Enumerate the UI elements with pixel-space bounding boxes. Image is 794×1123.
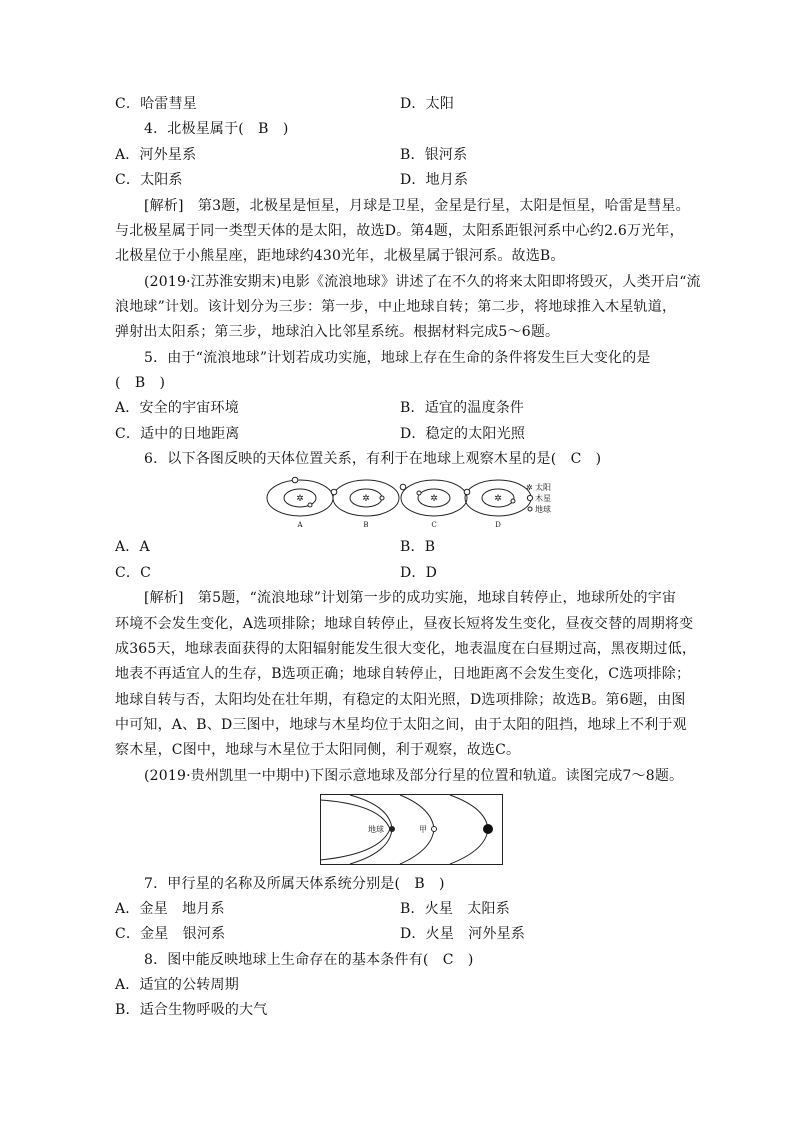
option-d: D．D bbox=[400, 565, 438, 581]
option-b: B．B bbox=[400, 539, 436, 555]
option-d: D．太阳 bbox=[400, 96, 455, 112]
svg-text:✲: ✲ bbox=[526, 483, 533, 492]
analysis-text: 察木星，C图中，地球与木星位于太阳同侧，利于观察，故选C。 bbox=[115, 742, 521, 758]
diagram-label-b: B bbox=[363, 521, 369, 529]
option-b: B．适宜的温度条件 bbox=[400, 400, 525, 416]
analysis-text: 地表不再适宜人的生存，B选项正确；地球自转停止，日地距离不会发生变化，C选项排除； bbox=[115, 666, 691, 682]
outer-planet-icon bbox=[483, 824, 493, 834]
earth-icon bbox=[308, 503, 312, 507]
material-text: (2019·江苏淮安期末)电影《流浪地球》讲述了在不久的将来太阳即将毁灭，人类开启“流 bbox=[144, 274, 701, 290]
option-line bbox=[115, 535, 685, 560]
option-b: B．银河系 bbox=[400, 147, 468, 163]
option-line bbox=[115, 92, 685, 117]
option-line bbox=[115, 143, 685, 168]
option-c: C．适中的日地距离 bbox=[115, 426, 240, 442]
material-text: (2019·贵州凯里一中期中)下图示意地球及部分行星的位置和轨道。读图完成7～8题。 bbox=[144, 768, 684, 784]
option-a: A．安全的宇宙环境 bbox=[115, 400, 239, 416]
option-line bbox=[115, 422, 685, 447]
analysis-text: 环境不会发生变化，A选项排除；地球自转停止，昼夜长短将发生变化，昼夜交替的周期将变 bbox=[115, 616, 694, 632]
earth-icon bbox=[417, 491, 421, 495]
option-a: A．适宜的公转周期 bbox=[115, 977, 239, 993]
analysis-text: 中可知，A、B、D三图中，地球与木星均位于太阳之间，由于太阳的阻挡，地球上不利于观 bbox=[115, 717, 687, 733]
option-b: B．适合生物呼吸的大气 bbox=[115, 1002, 268, 1018]
earth-icon bbox=[389, 826, 395, 832]
legend-earth-label: 地球 bbox=[535, 505, 551, 514]
option-line bbox=[115, 922, 685, 947]
planet-jia-label: 甲 bbox=[419, 825, 427, 834]
option-d: D．火星 河外星系 bbox=[400, 926, 526, 942]
diagram-label-c: C bbox=[431, 521, 437, 529]
analysis-text: 成365天，地球表面获得的太阳辐射能发生很大变化，地表温度在白昼期过高，黑夜期过低， bbox=[115, 641, 697, 657]
orbit-diagrams-figure bbox=[262, 474, 562, 534]
option-a: A．A bbox=[115, 539, 150, 555]
material-text: 浪地球”计划。该计划分为三步：第一步，中止地球自转；第二步，将地球推入木星轨道， bbox=[115, 299, 677, 315]
option-c: C．C bbox=[115, 565, 152, 581]
material-text: 弹射出太阳系；第三步，地球泊入比邻星系统。根据材料完成5～6题。 bbox=[115, 324, 560, 340]
jupiter-icon bbox=[400, 484, 406, 490]
question-8: 8．图中能反映地球上生命存在的基本条件有( C ) bbox=[144, 952, 474, 968]
sun-icon: ✲ bbox=[494, 494, 502, 504]
earth-icon bbox=[511, 499, 515, 503]
option-c: C．哈雷彗星 bbox=[115, 96, 197, 112]
analysis-text: 北极星位于小熊星座，距地球约430光年，北极星属于银河系。故选B。 bbox=[115, 248, 565, 264]
question-5-answer: ( B ) bbox=[115, 375, 166, 391]
option-a: A．金星 地月系 bbox=[115, 901, 225, 917]
planet-orbits-figure bbox=[320, 794, 504, 866]
legend-jupiter-label: 木星 bbox=[535, 494, 551, 503]
planet-jia-icon bbox=[432, 827, 437, 832]
option-d: D．地月系 bbox=[400, 172, 469, 188]
option-d: D．稳定的太阳光照 bbox=[400, 426, 526, 442]
option-a: A．河外星系 bbox=[115, 147, 197, 163]
question-5: 5．由于“流浪地球”计划若成功实施，地球上存在生命的条件将发生巨大变化的是 bbox=[144, 350, 651, 366]
question-4: 4．北极星属于( B ) bbox=[144, 121, 289, 137]
option-line bbox=[115, 168, 685, 193]
analysis-text: 与北极星属于同一类型天体的是太阳，故选D。第4题，太阳系距银河系中心约2.6万光年， bbox=[115, 223, 684, 239]
sun-icon: ✲ bbox=[430, 494, 438, 504]
option-b: B．火星 太阳系 bbox=[400, 901, 510, 917]
diagram-label-a: A bbox=[297, 521, 303, 529]
jupiter-icon bbox=[331, 489, 337, 495]
option-c: C．太阳系 bbox=[115, 172, 183, 188]
sun-icon: ✲ bbox=[362, 494, 370, 504]
earth-label: 地球 bbox=[368, 825, 384, 834]
jupiter-icon bbox=[464, 489, 470, 495]
question-6: 6．以下各图反映的天体位置关系，有利于在地球上观察木星的是( C ) bbox=[144, 451, 602, 467]
sun-icon: ✲ bbox=[296, 494, 304, 504]
diagram-label-d: D bbox=[495, 521, 501, 529]
jupiter-icon bbox=[292, 477, 298, 483]
legend-sun-label: 太阳 bbox=[535, 483, 551, 492]
earth-icon bbox=[380, 496, 384, 500]
option-c: C．金星 银河系 bbox=[115, 926, 226, 942]
analysis-text: 地球自转与否，太阳均处在壮年期，有稳定的太阳光照，D选项排除；故选B。第6题，由图 bbox=[115, 692, 686, 708]
option-line bbox=[115, 396, 685, 421]
option-line bbox=[115, 897, 685, 922]
option-line bbox=[115, 561, 685, 586]
analysis-text: [解析] 第5题，“流浪地球”计划第一步的成功实施，地球自转停止，地球所处的宇宙 bbox=[144, 590, 677, 606]
question-7: 7．甲行星的名称及所属天体系统分别是( B ) bbox=[144, 876, 445, 892]
analysis-text: [解析] 第3题，北极星是恒星，月球是卫星，金星是行星，太阳是恒星，哈雷是彗星。 bbox=[144, 198, 690, 214]
